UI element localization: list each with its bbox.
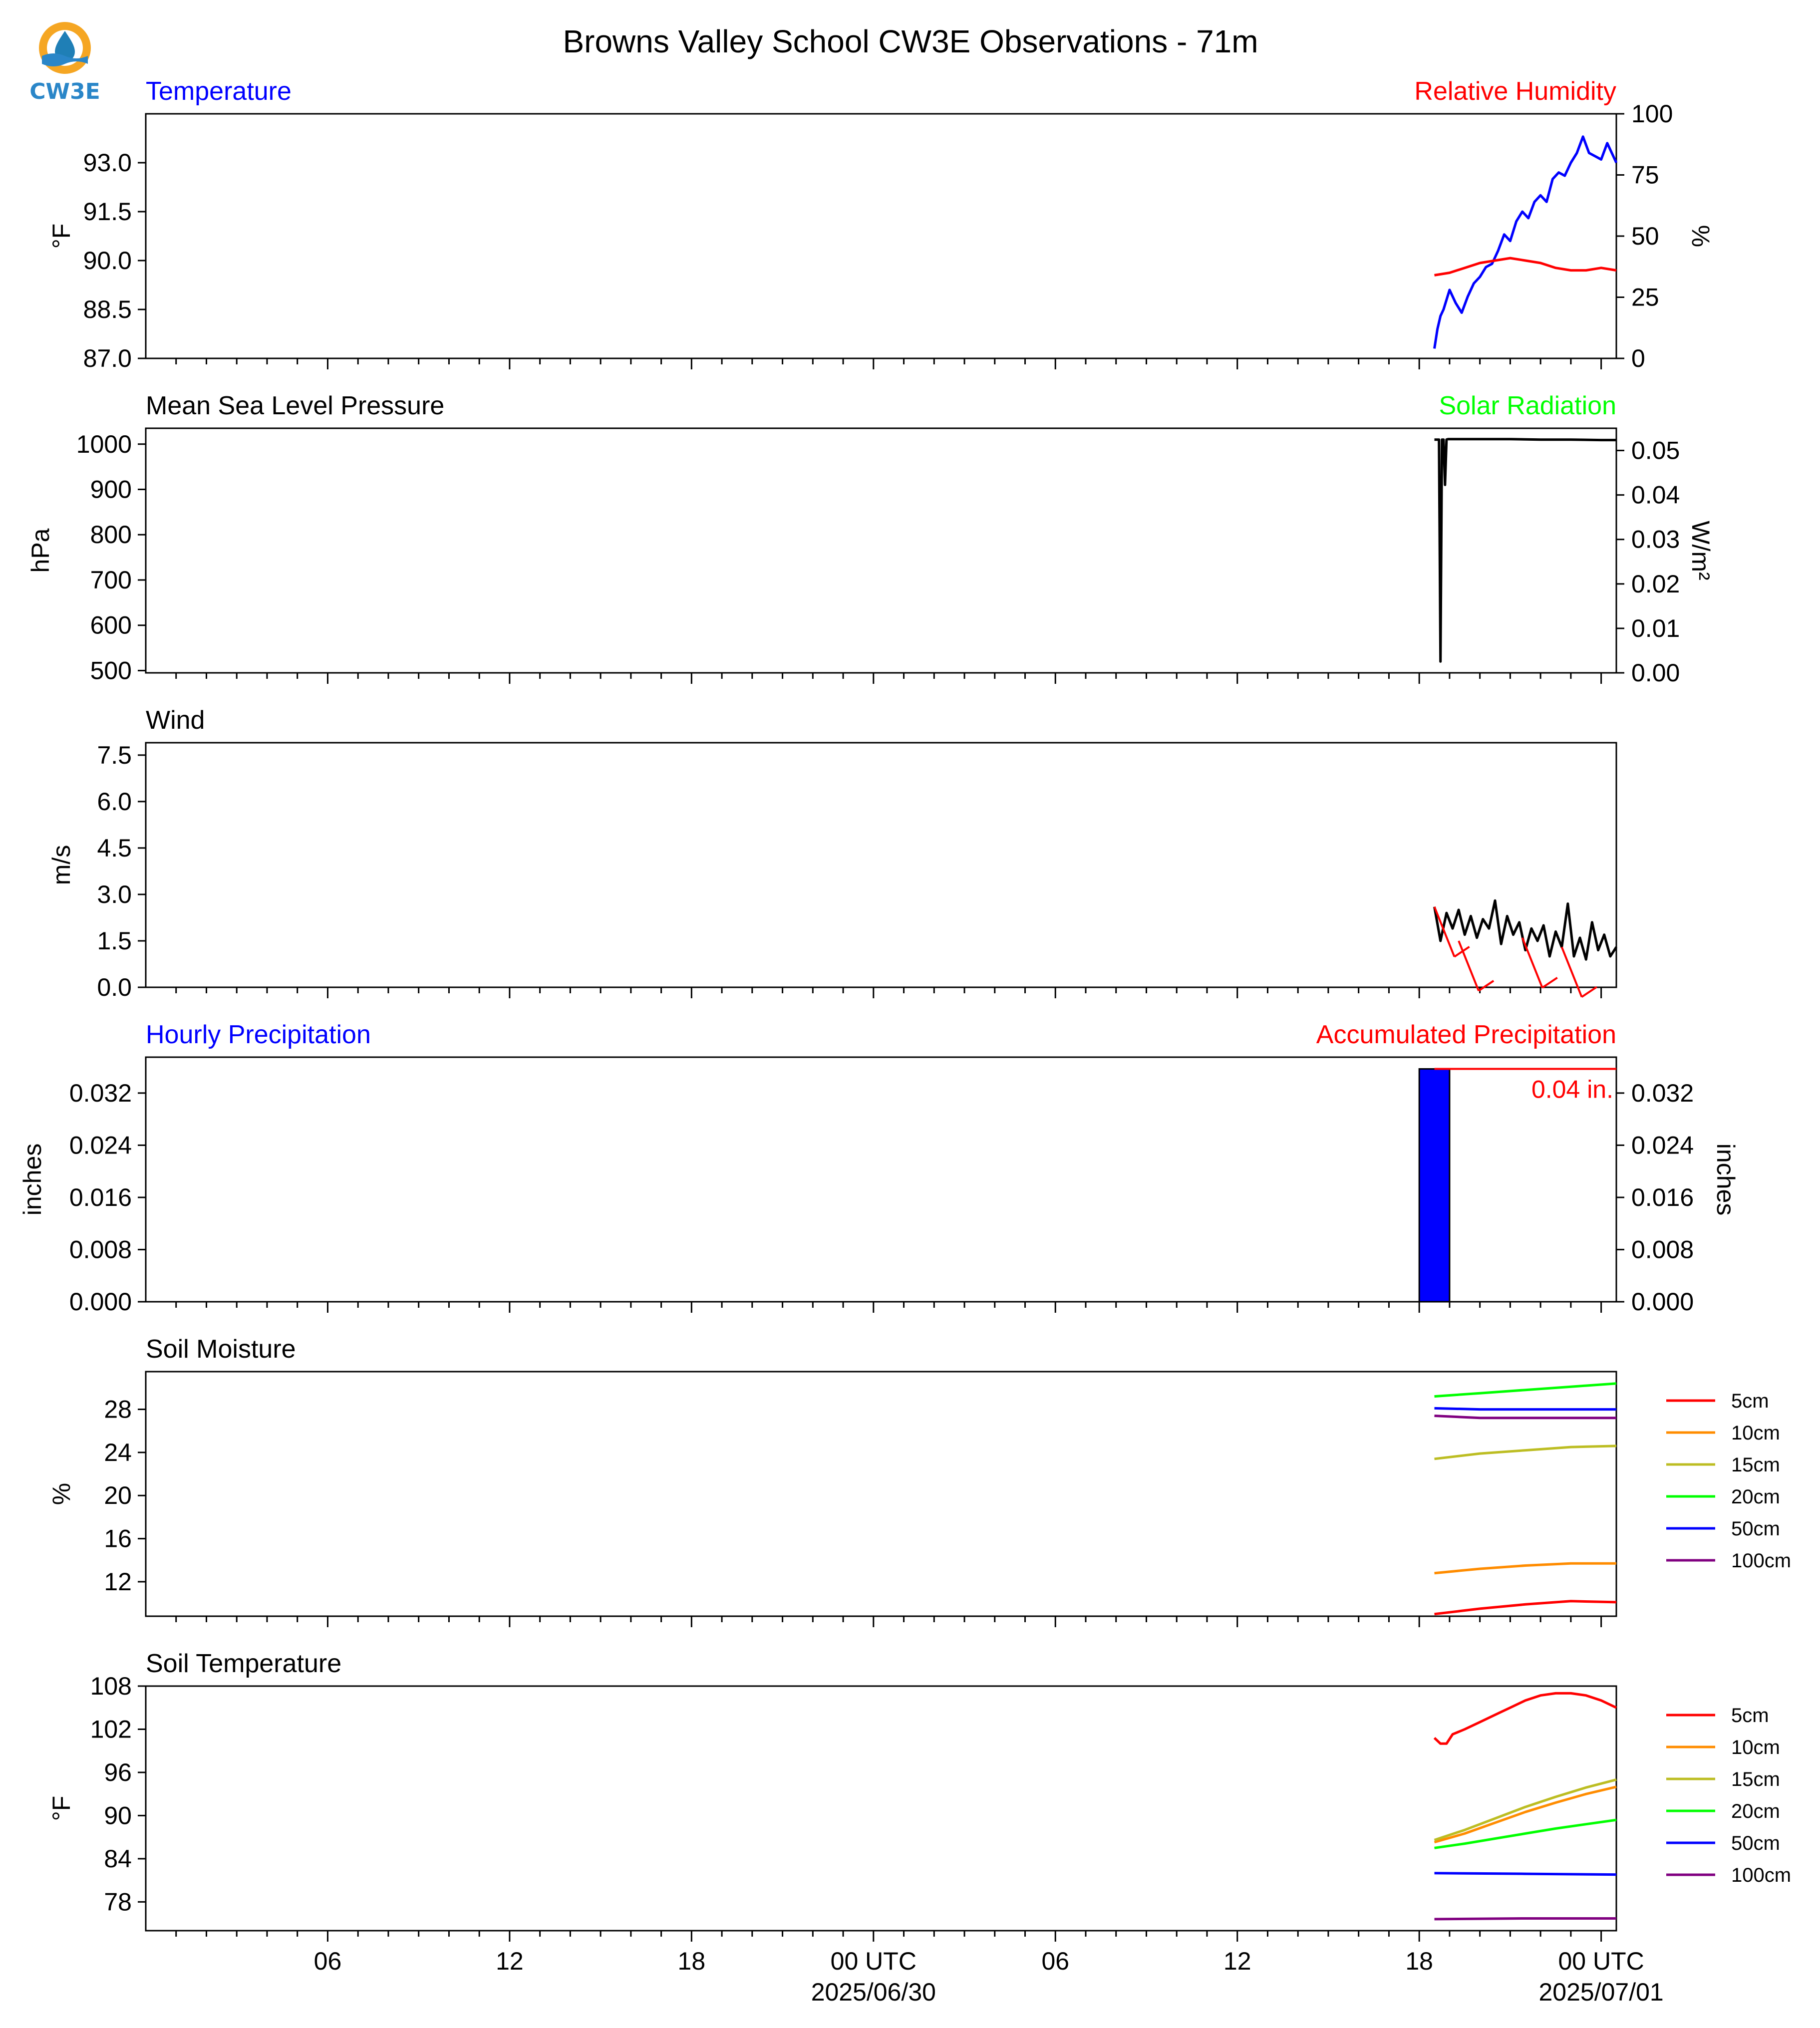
- y-tick-label: 3.0: [97, 880, 132, 908]
- y-tick-label: 6.0: [97, 787, 132, 816]
- x-tick-label: 18: [1405, 1947, 1433, 1975]
- y-tick-label: 0.0: [97, 973, 132, 1001]
- panel-frame: [146, 114, 1616, 358]
- y-tick-label-right: 0.008: [1631, 1235, 1694, 1264]
- x-tick-label: 00 UTC: [830, 1947, 916, 1975]
- panel-title-left: Wind: [146, 706, 205, 735]
- y-tick-label: 20: [104, 1481, 132, 1510]
- series-line-5cm: [1435, 1693, 1617, 1743]
- y-tick-label: 0.000: [69, 1288, 132, 1316]
- y-tick-label-right: 0.000: [1631, 1288, 1694, 1316]
- y-axis-label: %: [47, 1482, 75, 1505]
- wind-barb: [1459, 941, 1494, 991]
- legend-label: 5cm: [1731, 1705, 1769, 1727]
- y-tick-label: 7.5: [97, 741, 132, 769]
- y-tick-label: 87.0: [83, 344, 132, 372]
- y-axis-label-right: W/m²: [1687, 521, 1715, 580]
- panel-temperature: [47, 77, 1715, 372]
- series-line-10cm: [1435, 1563, 1617, 1573]
- y-tick-label: 24: [104, 1438, 132, 1466]
- y-tick-label: 91.5: [83, 198, 132, 226]
- wind-barb: [1562, 947, 1597, 997]
- panel-title-left: Hourly Precipitation: [146, 1020, 371, 1049]
- panel-title-left: Soil Moisture: [146, 1335, 296, 1364]
- x-tick-label: 00 UTC: [1558, 1947, 1644, 1975]
- panel-title-left: Soil Temperature: [146, 1649, 342, 1678]
- y-axis-label-right: inches: [1712, 1143, 1740, 1216]
- series-line: [1435, 258, 1617, 275]
- y-tick-label: 800: [90, 521, 132, 549]
- y-axis-label: inches: [18, 1143, 46, 1216]
- y-tick-label-right: 0.05: [1631, 436, 1680, 465]
- panels: [18, 77, 1791, 2006]
- y-tick-label: 90: [104, 1801, 132, 1830]
- y-tick-label: 88.5: [83, 295, 132, 323]
- y-tick-label-right: 0.016: [1631, 1183, 1694, 1211]
- y-tick-label-right: 25: [1631, 283, 1659, 311]
- legend-label: 20cm: [1731, 1800, 1780, 1822]
- y-tick-label: 28: [104, 1395, 132, 1424]
- x-tick-label: 06: [313, 1947, 342, 1975]
- y-tick-label: 700: [90, 566, 132, 594]
- panel-soil_moisture: [47, 1335, 1791, 1627]
- y-tick-label: 0.008: [69, 1235, 132, 1264]
- series-line-15cm: [1435, 1446, 1617, 1459]
- panel-title-right: Solar Radiation: [1439, 391, 1616, 420]
- y-tick-label-right: 75: [1631, 161, 1659, 189]
- y-tick-label: 0.024: [69, 1131, 132, 1159]
- y-tick-label: 84: [104, 1844, 132, 1873]
- legend-label: 50cm: [1731, 1832, 1780, 1854]
- y-tick-label: 12: [104, 1567, 132, 1596]
- y-tick-label-right: 0.00: [1631, 659, 1680, 687]
- precip-bar: [1419, 1069, 1450, 1302]
- series-line-5cm: [1435, 1601, 1617, 1614]
- y-tick-label: 78: [104, 1888, 132, 1916]
- y-tick-label: 500: [90, 656, 132, 685]
- legend-label: 5cm: [1731, 1390, 1769, 1412]
- panel-frame: [146, 1686, 1616, 1931]
- y-tick-label-right: 50: [1631, 222, 1659, 250]
- legend-label: 10cm: [1731, 1422, 1780, 1444]
- series-line: [1435, 439, 1617, 662]
- figure-title: Browns Valley School CW3E Observations - 71m: [563, 23, 1258, 59]
- legend-label: 100cm: [1731, 1550, 1792, 1572]
- panel-title-left: Mean Sea Level Pressure: [146, 391, 445, 420]
- series-line-15cm: [1435, 1779, 1617, 1840]
- series-line-50cm: [1435, 1408, 1617, 1409]
- x-tick-label: 12: [1223, 1947, 1251, 1975]
- y-tick-label: 4.5: [97, 834, 132, 862]
- cw3e-logo: [29, 22, 100, 104]
- accumulated-label: 0.04 in.: [1531, 1075, 1613, 1104]
- y-tick-label: 102: [90, 1715, 132, 1743]
- panel-title-right: Relative Humidity: [1414, 77, 1616, 106]
- y-tick-label: 900: [90, 475, 132, 504]
- panel-title-left: Temperature: [146, 77, 292, 106]
- y-tick-label-right: 0.032: [1631, 1079, 1694, 1107]
- y-tick-label-right: 0.03: [1631, 525, 1680, 554]
- legend-label: 10cm: [1731, 1737, 1780, 1758]
- x-date-label: 2025/06/30: [811, 1978, 936, 2006]
- legend-label: 20cm: [1731, 1486, 1780, 1508]
- y-tick-label: 1.5: [97, 926, 132, 955]
- x-tick-label: 18: [677, 1947, 706, 1975]
- y-tick-label-right: 100: [1631, 100, 1673, 128]
- y-tick-label: 90.0: [83, 247, 132, 275]
- y-tick-label: 0.032: [69, 1079, 132, 1107]
- panel-pressure: [26, 391, 1715, 687]
- series-line-20cm: [1435, 1384, 1617, 1397]
- y-tick-label: 96: [104, 1758, 132, 1786]
- panel-title-right: Accumulated Precipitation: [1316, 1020, 1616, 1049]
- y-tick-label: 600: [90, 611, 132, 639]
- y-tick-label-right: 0.024: [1631, 1131, 1694, 1159]
- y-tick-label-right: 0.01: [1631, 614, 1680, 642]
- y-tick-label: 16: [104, 1524, 132, 1553]
- y-tick-label: 0.016: [69, 1183, 132, 1211]
- y-tick-label-right: 0.04: [1631, 481, 1680, 509]
- x-date-label: 2025/07/01: [1538, 1978, 1664, 2006]
- y-tick-label: 93.0: [83, 149, 132, 177]
- panel-wind: [47, 706, 1616, 1001]
- y-axis-label: °F: [47, 223, 75, 249]
- panel-frame: [146, 428, 1616, 673]
- y-axis-label: °F: [47, 1795, 75, 1821]
- series-line-50cm: [1435, 1873, 1617, 1875]
- series-line-100cm: [1435, 1416, 1617, 1418]
- logo-text: CW3E: [29, 79, 100, 104]
- legend-label: 15cm: [1731, 1768, 1780, 1790]
- x-tick-label: 12: [496, 1947, 524, 1975]
- y-axis-label-right: %: [1687, 225, 1715, 248]
- legend-label: 100cm: [1731, 1864, 1792, 1886]
- panel-precipitation: [18, 1020, 1740, 1316]
- y-tick-label-right: 0: [1631, 344, 1645, 372]
- legend-label: 15cm: [1731, 1454, 1780, 1476]
- y-axis-label: m/s: [47, 845, 75, 885]
- panel-frame: [146, 1372, 1616, 1616]
- x-tick-label: 06: [1041, 1947, 1070, 1975]
- legend-label: 50cm: [1731, 1518, 1780, 1540]
- y-axis-label: hPa: [26, 528, 54, 573]
- panel-soil_temperature: [47, 1649, 1791, 2006]
- y-tick-label: 1000: [76, 430, 132, 458]
- panel-frame: [146, 1057, 1616, 1302]
- y-tick-label-right: 0.02: [1631, 570, 1680, 598]
- panel-frame: [146, 743, 1616, 987]
- y-tick-label: 108: [90, 1672, 132, 1700]
- series-line: [1435, 137, 1617, 349]
